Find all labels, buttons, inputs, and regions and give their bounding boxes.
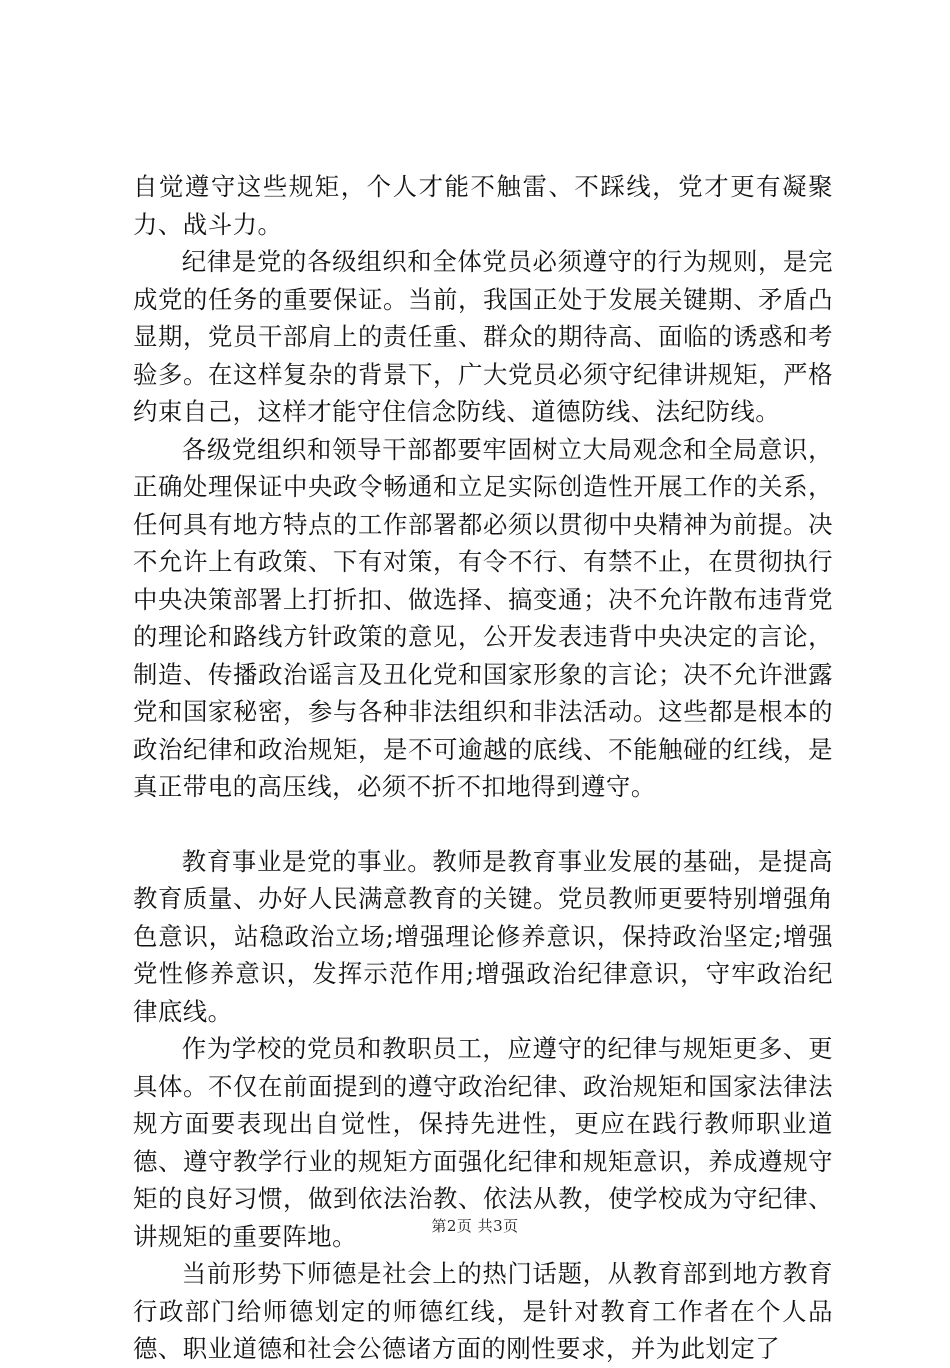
paragraph-6: 当前形势下师德是社会上的热门话题，从教育部到地方教育行政部门给师德划定的师德红线，是针对教育工作者在个人品德、职业道德和社会公德诸方面的刚性要求，并为此划定了 [133, 1259, 833, 1363]
document-body [133, 168, 833, 1368]
paragraph-5: 作为学校的党员和教职员工，应遵守的纪律与规矩更多、更具体。不仅在前面提到的遵守政治纪律、政治规矩和国家法律法规方面要表现出自觉性，保持先进性，更应在践行教师职业道德、遵守教学行业的规矩方面强化纪律和规矩意识，养成遵规守矩的良好习惯，做到依法治教、依法从教，使学校成为守纪律、讲规矩的重要阵地。 [133, 1034, 833, 1251]
paragraph-3: 各级党组织和领导干部都要牢固树立大局观念和全局意识，正确处理保证中央政令畅通和立足实际创造性开展工作的关系，任何具有地方特点的工作部署都必须以贯彻中央精神为前提。决不允许上有政策、下有对策，有令不行、有禁不止，在贯彻执行中央决策部署上打折扣、做选择、搞变通；决不允许散布违背党的理论和路线方针政策的意见，公开发表违背中央决定的言论，制造、传播政治谣言及丑化党和国家形象的言论；决不允许泄露党和国家秘密，参与各种非法组织和非法活动。这些都是根本的政治纪律和政治规矩，是不可逾越的底线、不能触碰的红线，是真正带电的高压线，必须不折不扣地得到遵守。 [133, 434, 833, 801]
paragraph-4: 教育事业是党的事业。教师是教育事业发展的基础，是提高教育质量、办好人民满意教育的关键。党员教师更要特别增强角色意识，站稳政治立场;增强理论修养意识，保持政治坚定;增强党性修养意识，发挥示范作用;增强政治纪律意识，守牢政治纪律底线。 [133, 846, 833, 1026]
paragraph-1: 自觉遵守这些规矩，个人才能不触雷、不踩线，党才更有凝聚力、战斗力。 [133, 172, 833, 239]
paragraph-2: 纪律是党的各级组织和全体党员必须遵守的行为规则，是完成党的任务的重要保证。当前，我国正处于发展关键期、矛盾凸显期，党员干部肩上的责任重、群众的期待高、面临的诱惑和考验多。在这样复杂的背景下，广大党员必须守纪律讲规矩，严格约束自己，这样才能守住信念防线、道德防线、法纪防线。 [133, 247, 833, 426]
page-footer: 第2页 共3页 [431, 1217, 519, 1235]
